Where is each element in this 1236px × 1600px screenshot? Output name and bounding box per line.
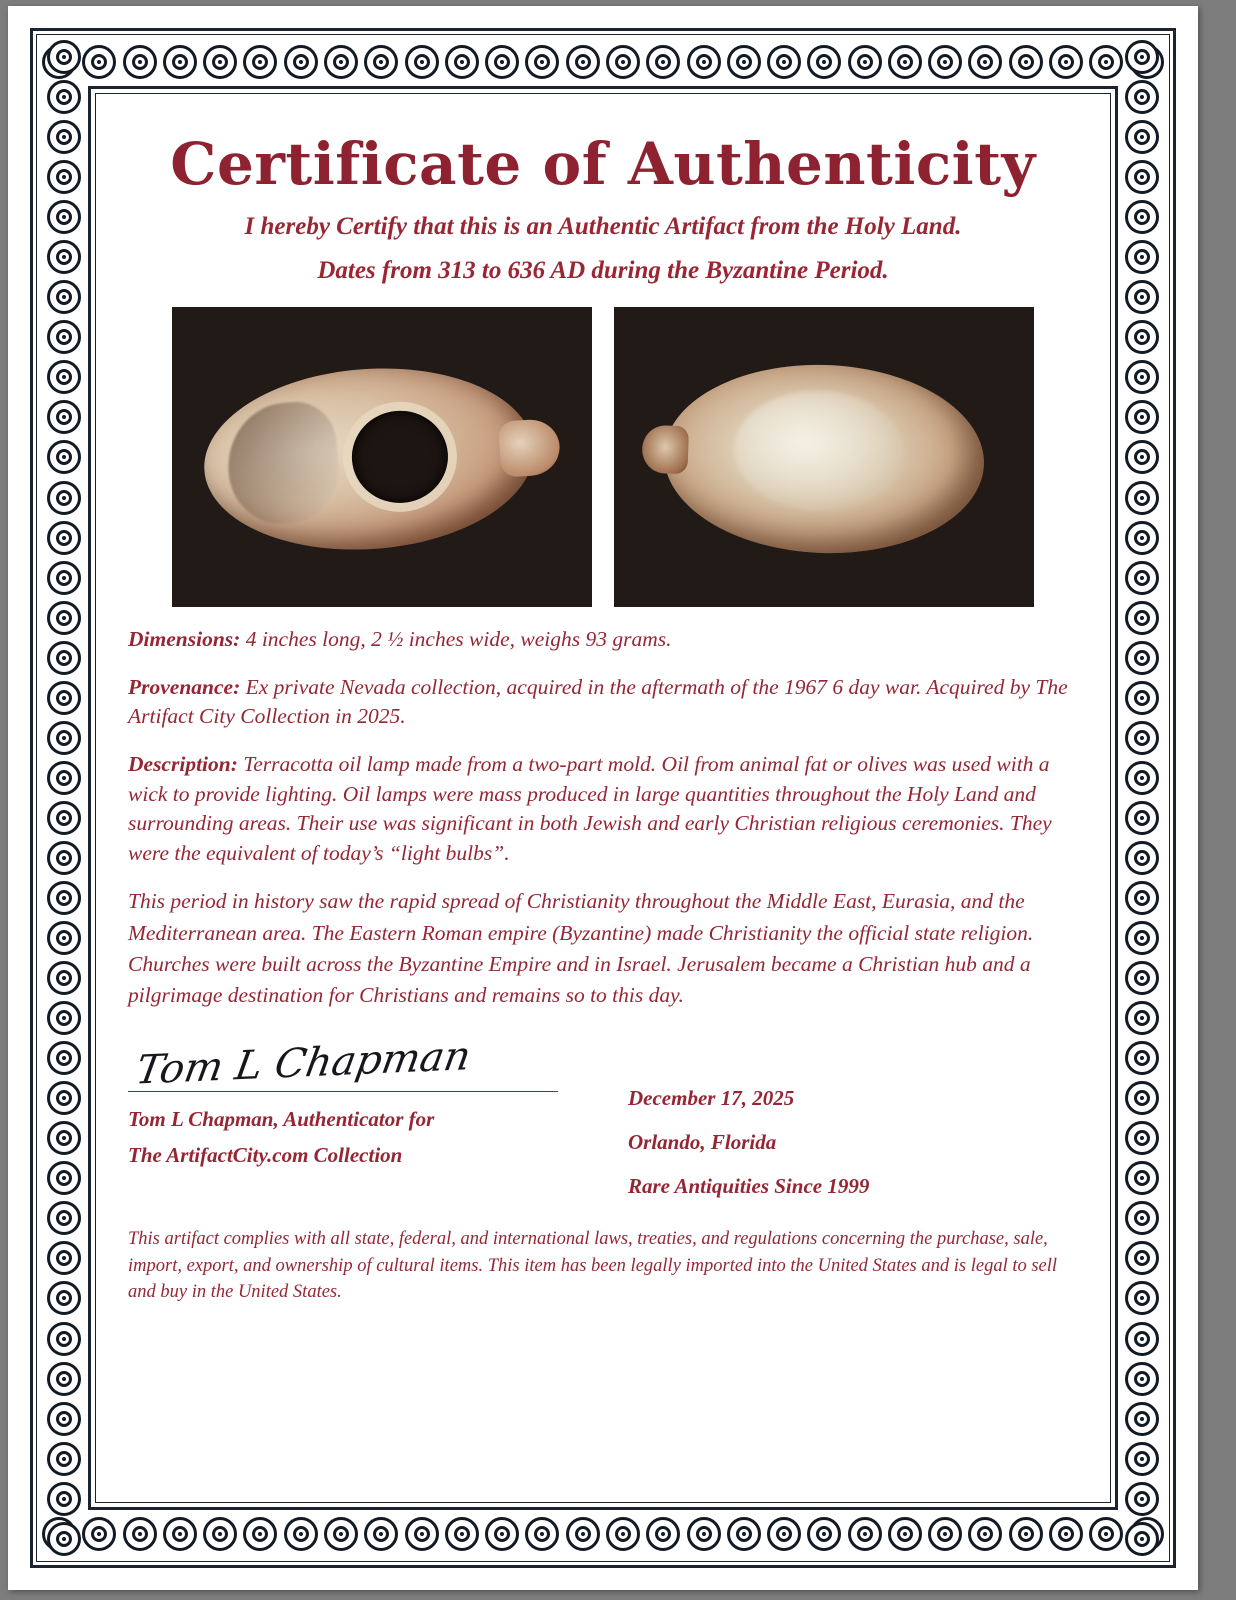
ornament-ring <box>1125 1281 1159 1315</box>
ornament-ring <box>968 45 1002 79</box>
authenticator-name: Tom L Chapman, Authenticator for <box>128 1107 435 1132</box>
ornament-ring <box>324 45 358 79</box>
ornament-ring <box>47 440 81 474</box>
ornament-ring <box>47 1201 81 1235</box>
ornament-ring <box>606 1517 640 1551</box>
ornament-ring <box>47 1161 81 1195</box>
ornament-ring <box>968 1517 1002 1551</box>
ornament-band-left <box>42 40 86 1556</box>
ornament-ring <box>928 45 962 79</box>
dimensions-value: 4 inches long, 2 ½ inches wide, weighs 93 grams. <box>240 626 672 651</box>
ornament-ring <box>1125 1241 1159 1275</box>
ornament-ring <box>47 280 81 314</box>
oil-lamp-bottom-illustration <box>661 359 987 558</box>
ornament-ring <box>47 921 81 955</box>
ornament-ring <box>888 1517 922 1551</box>
certify-statement-line-1: I hereby Certify that this is an Authentic Artifact from the Holy Land. <box>244 212 962 240</box>
ornament-ring <box>807 45 841 79</box>
ornament-band-bottom <box>42 1512 1164 1556</box>
ornament-ring <box>47 160 81 194</box>
ornament-ring <box>1125 160 1159 194</box>
ornament-ring <box>284 45 318 79</box>
ornament-ring <box>1125 1161 1159 1195</box>
authenticator-organization: The ArtifactCity.com Collection <box>128 1142 403 1167</box>
description-field <box>128 750 1078 869</box>
ornament-ring <box>1125 681 1159 715</box>
ornament-ring <box>123 1517 157 1551</box>
ornament-ring <box>1125 360 1159 394</box>
ornament-ring <box>1125 1482 1159 1516</box>
lamp-decoration <box>224 399 342 526</box>
ornament-ring <box>47 1241 81 1275</box>
ornament-ring <box>767 45 801 79</box>
ornament-ring <box>888 45 922 79</box>
provenance-value: Ex private Nevada collection, acquired in the aftermath of the 1967 6 day war. Acquired by The Artifact City Collection in 2025. <box>128 674 1068 729</box>
ornament-ring <box>1125 1041 1159 1075</box>
ornament-ring <box>646 45 680 79</box>
ornament-ring <box>848 1517 882 1551</box>
ornament-ring <box>646 1517 680 1551</box>
ornament-ring <box>47 1121 81 1155</box>
ornament-ring <box>1125 320 1159 354</box>
ornament-ring <box>47 80 81 114</box>
ornament-ring <box>47 601 81 635</box>
artifact-photo-bottom-view <box>614 307 1034 607</box>
ornament-ring <box>47 1081 81 1115</box>
ornament-ring <box>47 841 81 875</box>
issue-location: Orlando, Florida <box>628 1129 777 1154</box>
ornament-ring <box>525 1517 559 1551</box>
description-value: Terracotta oil lamp made from a two-part mold. Oil from animal fat or olives was used with a wick to provide lighting. Oil lamps were mass produced in large quantities throughout the Holy Land and surrounding areas. Their use was significant in both Jewish and early Christian religious ceremonies. They were the equivalent of today’s “light bulbs”. <box>128 751 1052 865</box>
ornament-ring <box>47 120 81 154</box>
ornament-ring <box>1125 400 1159 434</box>
ornament-ring <box>364 45 398 79</box>
provenance-label: Provenance: <box>128 674 241 699</box>
ornament-ring <box>1125 1201 1159 1235</box>
ornament-ring <box>1125 481 1159 515</box>
ornament-ring <box>47 1482 81 1516</box>
ornament-ring <box>47 1281 81 1315</box>
ornament-ring <box>47 320 81 354</box>
ornament-ring <box>1125 561 1159 595</box>
ornament-ring <box>1125 961 1159 995</box>
ornament-band-right <box>1120 40 1164 1556</box>
ornament-ring <box>47 721 81 755</box>
ornament-ring <box>47 240 81 274</box>
ornament-ring <box>1125 80 1159 114</box>
ornament-ring <box>47 360 81 394</box>
ornament-ring <box>1125 881 1159 915</box>
ornament-ring <box>47 961 81 995</box>
lamp-fill-hole <box>349 407 451 505</box>
signature-block <box>128 1033 1078 1204</box>
ornament-ring <box>1125 521 1159 555</box>
ornament-ring <box>47 521 81 555</box>
signature-left-column <box>128 1033 628 1204</box>
ornament-ring <box>727 45 761 79</box>
ornament-ring <box>848 45 882 79</box>
ornament-ring <box>445 45 479 79</box>
description-label: Description: <box>128 751 238 776</box>
ornament-ring <box>1125 641 1159 675</box>
ornament-ring <box>1125 40 1159 74</box>
ornament-ring <box>203 1517 237 1551</box>
ornament-ring <box>1125 440 1159 474</box>
ornament-ring <box>566 1517 600 1551</box>
dimensions-label: Dimensions: <box>128 626 241 651</box>
ornament-ring <box>405 45 439 79</box>
ornament-ring <box>566 45 600 79</box>
handwritten-signature: Tom L Chapman <box>132 1033 475 1094</box>
artifact-photo-row <box>128 307 1078 607</box>
ornament-ring <box>47 40 81 74</box>
ornament-ring <box>82 1517 116 1551</box>
ornament-ring <box>1125 761 1159 795</box>
ornament-ring <box>47 881 81 915</box>
issue-date: December 17, 2025 <box>628 1086 795 1111</box>
ornament-ring <box>47 1442 81 1476</box>
ornament-ring <box>1125 1121 1159 1155</box>
ornament-ring <box>1125 1442 1159 1476</box>
ornament-ring <box>1125 1402 1159 1436</box>
provenance-field <box>128 673 1078 732</box>
ornament-ring <box>47 1402 81 1436</box>
signature-right-column <box>628 1037 1078 1204</box>
ornament-ring <box>1089 1517 1123 1551</box>
ornament-ring <box>203 45 237 79</box>
certificate-page <box>8 6 1198 1590</box>
ornament-ring <box>1125 1081 1159 1115</box>
legal-notice: This artifact complies with all state, federal, and international laws, treaties, and regulations concerning the purchase, sale, import, export, and ownership of cultural items. This item has been legally imported into the United States and is legal to sell and buy in the United States. <box>128 1229 1058 1302</box>
ornament-ring <box>47 801 81 835</box>
ornament-ring <box>1125 841 1159 875</box>
lamp-patina <box>732 388 906 514</box>
history-paragraph: This period in history saw the rapid spread of Christianity throughout the Middle East, Eurasia, and the Mediterranean area. The Eastern Roman empire (Byzantine) made Christianity the official state religion. Churches were built across the Byzantine Empire and in Israel. Jerusalem became a Christian hub and a pilgrimage destination for Christians and remains so to this day. <box>128 889 1034 1007</box>
ornament-ring <box>687 45 721 79</box>
lamp-nozzle <box>498 418 562 478</box>
ornament-ring <box>243 1517 277 1551</box>
ornament-ring <box>1125 601 1159 635</box>
ornament-ring <box>928 1517 962 1551</box>
ornament-band-top <box>42 40 1164 84</box>
ornament-ring <box>485 1517 519 1551</box>
ornament-ring <box>324 1517 358 1551</box>
lamp-nozzle-stub <box>641 425 689 475</box>
ornament-ring <box>1125 1001 1159 1035</box>
ornament-ring <box>1009 1517 1043 1551</box>
ornament-ring <box>1125 240 1159 274</box>
ornament-ring <box>243 45 277 79</box>
ornament-ring <box>163 1517 197 1551</box>
certificate-content <box>108 106 1098 1490</box>
ornament-ring <box>82 45 116 79</box>
ornament-ring <box>1125 921 1159 955</box>
ornament-ring <box>606 45 640 79</box>
ornament-ring <box>47 400 81 434</box>
ornament-ring <box>47 561 81 595</box>
ornament-ring <box>47 681 81 715</box>
ornament-ring <box>123 45 157 79</box>
ornament-ring <box>1049 45 1083 79</box>
ornament-ring <box>485 45 519 79</box>
ornament-ring <box>1125 1362 1159 1396</box>
ornament-ring <box>47 1322 81 1356</box>
ornament-ring <box>47 200 81 234</box>
dimensions-field <box>128 625 1078 655</box>
oil-lamp-top-illustration <box>198 358 540 561</box>
ornament-ring <box>364 1517 398 1551</box>
ornament-ring <box>687 1517 721 1551</box>
ornament-ring <box>1125 280 1159 314</box>
ornament-ring <box>1125 801 1159 835</box>
ornament-ring <box>1125 120 1159 154</box>
ornament-ring <box>445 1517 479 1551</box>
ornament-ring <box>727 1517 761 1551</box>
ornament-ring <box>47 1001 81 1035</box>
ornament-ring <box>47 1522 81 1556</box>
ornament-ring <box>47 761 81 795</box>
ornament-ring <box>1125 1522 1159 1556</box>
ornament-ring <box>163 45 197 79</box>
ornament-ring <box>47 1362 81 1396</box>
ornament-ring <box>1125 721 1159 755</box>
company-tagline: Rare Antiquities Since 1999 <box>628 1173 870 1198</box>
ornament-ring <box>47 1041 81 1075</box>
ornament-ring <box>807 1517 841 1551</box>
ornament-ring <box>284 1517 318 1551</box>
artifact-photo-top-view <box>172 307 592 607</box>
ornament-ring <box>405 1517 439 1551</box>
ornament-ring <box>525 45 559 79</box>
ornament-ring <box>1089 45 1123 79</box>
ornament-ring <box>1125 200 1159 234</box>
ornament-ring <box>47 641 81 675</box>
ornament-ring <box>47 481 81 515</box>
certify-statement-line-2: Dates from 313 to 636 AD during the Byzantine Period. <box>317 256 889 284</box>
ornament-ring <box>767 1517 801 1551</box>
page-title: Certificate of Authenticity <box>170 130 1036 198</box>
ornament-ring <box>1049 1517 1083 1551</box>
ornament-ring <box>1009 45 1043 79</box>
ornament-ring <box>1125 1322 1159 1356</box>
